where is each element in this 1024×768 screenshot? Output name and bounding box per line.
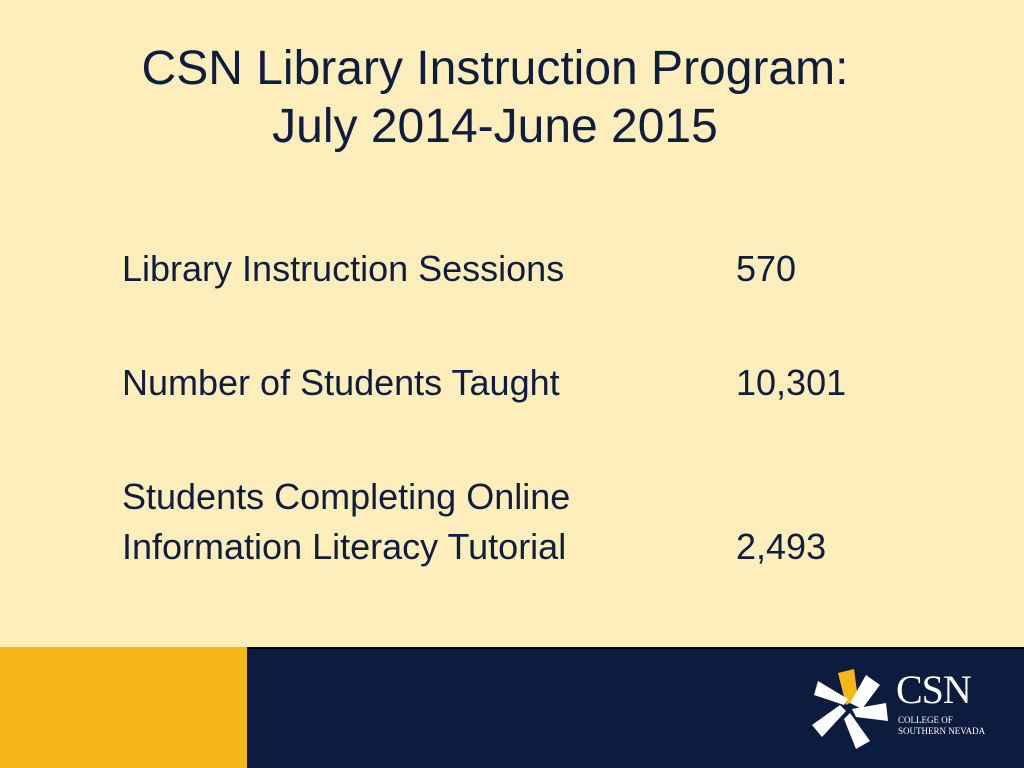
stat-label-line: Library Instruction Sessions <box>122 248 565 289</box>
stat-value: 570 <box>736 248 797 289</box>
csn-logo <box>808 665 988 750</box>
slide-title-line-1: CSN Library Instruction Program: <box>141 42 849 95</box>
logo-subtitle-line-1: COLLEGE OF <box>898 715 953 725</box>
slide-title <box>0 40 990 156</box>
stat-label-line: Number of Students Taught <box>122 362 560 403</box>
stat-label <box>122 244 682 294</box>
logo-subtitle-line-2: SOUTHERN NEVADA <box>898 726 986 736</box>
stat-label <box>122 358 682 408</box>
pinwheel-logo-icon <box>808 665 892 750</box>
stat-value: 10,301 <box>736 362 847 403</box>
stat-label <box>122 472 682 572</box>
logo-wordmark: CSN <box>896 667 971 712</box>
stat-value: 2,493 <box>736 526 827 567</box>
footer-gold-block <box>0 647 247 768</box>
stat-row-instruction-sessions <box>122 244 882 294</box>
stat-label-line: Students Completing Online <box>122 476 571 517</box>
stat-label-line: Information Literacy Tutorial <box>122 526 567 567</box>
slide-title-line-2: July 2014-June 2015 <box>272 100 718 153</box>
stat-row-tutorial-completions <box>122 472 882 572</box>
stat-row-students-taught <box>122 358 882 408</box>
